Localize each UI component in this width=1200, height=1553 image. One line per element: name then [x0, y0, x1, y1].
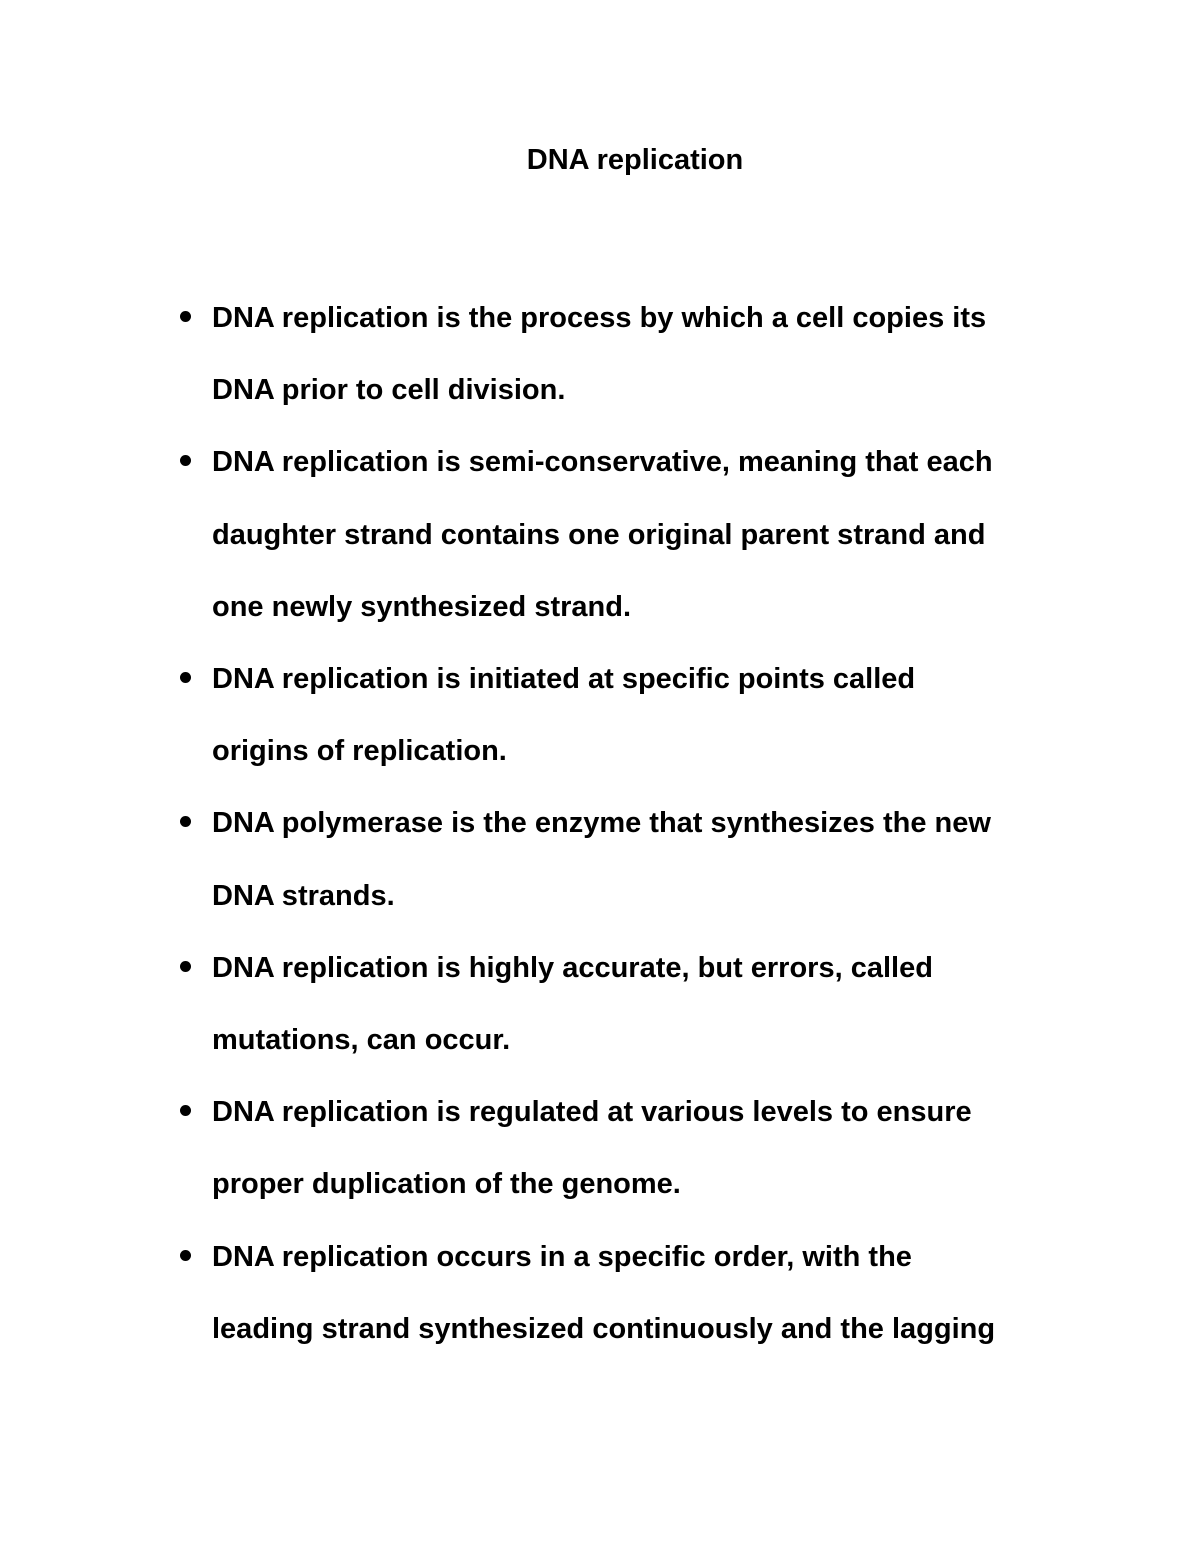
bullet-icon — [180, 455, 191, 466]
bullet-icon — [180, 311, 191, 322]
list-item-line: DNA replication is initiated at specific points called — [212, 663, 916, 696]
list-item-line: DNA replication is the process by which a cell copies its — [212, 302, 987, 334]
list-item — [0, 787, 1072, 931]
bullet-icon — [180, 816, 191, 827]
list-item-line: mutations, can occur. — [212, 1024, 511, 1057]
list-item-line: one newly synthesized strand. — [212, 590, 631, 623]
list-item-line: DNA replication is regulated at various levels to ensure — [212, 1096, 972, 1129]
list-item — [0, 1221, 1072, 1365]
document-title: DNA replication — [526, 144, 744, 176]
bullet-icon — [180, 672, 191, 683]
list-item-line: DNA strands. — [212, 879, 395, 912]
list-item — [0, 643, 1072, 787]
list-item-line: daughter strand contains one original parent strand and — [212, 518, 986, 551]
list-item-line: leading strand synthesized continuously and the lagging — [212, 1312, 996, 1345]
list-item-line: DNA replication occurs in a specific order, with the — [212, 1240, 912, 1273]
bullet-icon — [180, 1250, 191, 1261]
list-item — [0, 282, 1072, 426]
list-item-line: DNA replication is semi-conservative, meaning that each — [212, 446, 993, 479]
list-item — [0, 1076, 1072, 1220]
bullet-icon — [180, 1105, 191, 1116]
bullet-list — [0, 282, 1200, 1365]
bullet-icon — [180, 961, 191, 972]
list-item-line: DNA replication is highly accurate, but errors, called — [212, 951, 933, 984]
list-item — [0, 932, 1072, 1076]
list-item-line: DNA prior to cell division. — [212, 374, 566, 407]
list-item-line: origins of replication. — [212, 735, 507, 768]
list-item — [0, 426, 1072, 643]
list-item-line: DNA polymerase is the enzyme that synthesizes the new — [212, 807, 991, 840]
list-item-line: proper duplication of the genome. — [212, 1168, 681, 1201]
